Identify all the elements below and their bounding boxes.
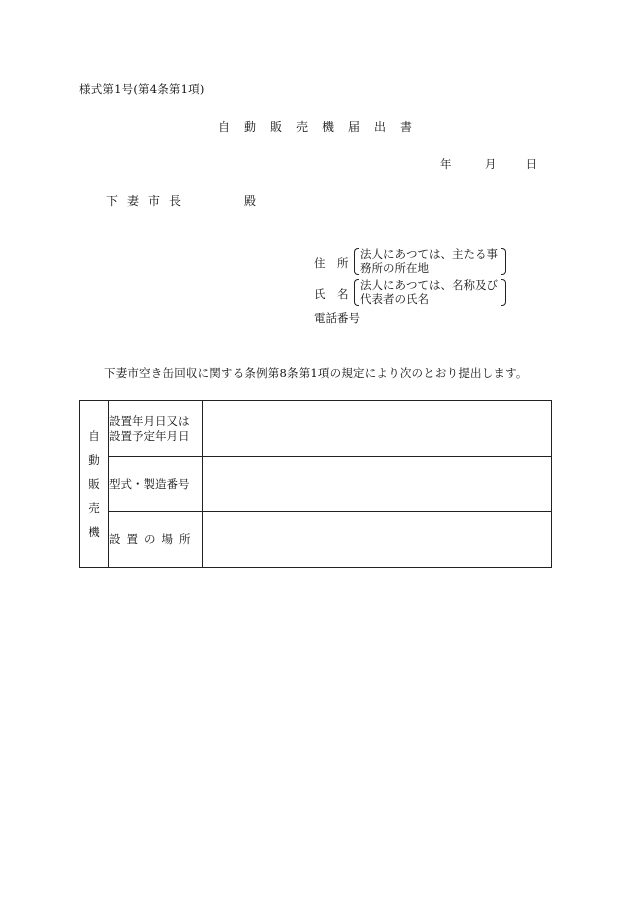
group-label-char: 動: [88, 453, 100, 467]
installation-date-label-line1: 設置年月日又は: [109, 413, 190, 428]
name-note-line1: 法人にあつては、名称及び: [360, 278, 498, 292]
table-row: [80, 512, 552, 568]
bracket-left: [354, 279, 359, 306]
group-label-char: 自: [88, 429, 100, 443]
addressee-name: 下妻市長: [106, 194, 191, 208]
installation-location-field[interactable]: [203, 512, 552, 568]
title-char: 動: [243, 120, 256, 134]
model-serial-label: 型式・製造番号: [109, 457, 203, 512]
address-note-line2: 務所の所在地: [360, 261, 429, 275]
bracket-right: [501, 279, 506, 306]
address-label: 住 所: [314, 256, 349, 270]
table-row: [80, 401, 552, 457]
group-label-char: 機: [88, 525, 100, 539]
title-char: 書: [400, 120, 413, 134]
title-char: 販: [269, 120, 282, 134]
installation-location-label: 設置の場所: [109, 512, 203, 568]
name-note-line2: 代表者の氏名: [360, 292, 429, 306]
addressee-honorific: 殿: [244, 194, 257, 208]
installation-date-field[interactable]: [203, 401, 552, 457]
address-note-line1: 法人にあつては、主たる事: [360, 247, 498, 261]
table-row: [80, 457, 552, 512]
date-line: [440, 156, 537, 172]
bracket-right: [501, 248, 506, 275]
date-day: 日: [525, 157, 538, 171]
submission-statement: 下妻市空き缶回収に関する条例第8条第1項の規定により次のとおり提出します。: [104, 366, 528, 380]
installation-date-label-line2: 設置予定年月日: [109, 428, 190, 443]
group-label-char: 売: [88, 501, 100, 515]
group-label-char: 販: [88, 477, 100, 491]
model-serial-field[interactable]: [203, 457, 552, 512]
group-label: [80, 401, 109, 568]
addressee: [106, 192, 256, 209]
installation-date-label: [109, 401, 203, 457]
address-note: [354, 248, 506, 275]
document-title: [0, 118, 630, 135]
bracket-left: [354, 248, 359, 275]
phone-label: 電話番号: [314, 311, 360, 325]
name-label: 氏 名: [314, 287, 349, 301]
title-char: 機: [322, 120, 335, 134]
name-note: [354, 279, 506, 306]
title-char: 自: [217, 120, 230, 134]
title-char: 売: [295, 120, 308, 134]
form-number: 様式第1号(第4条第1項): [79, 82, 205, 96]
title-char: 出: [374, 120, 387, 134]
date-month: 月: [484, 157, 497, 171]
title-char: 届: [348, 120, 361, 134]
vending-machine-table: [79, 400, 552, 568]
date-year: 年: [440, 157, 452, 171]
